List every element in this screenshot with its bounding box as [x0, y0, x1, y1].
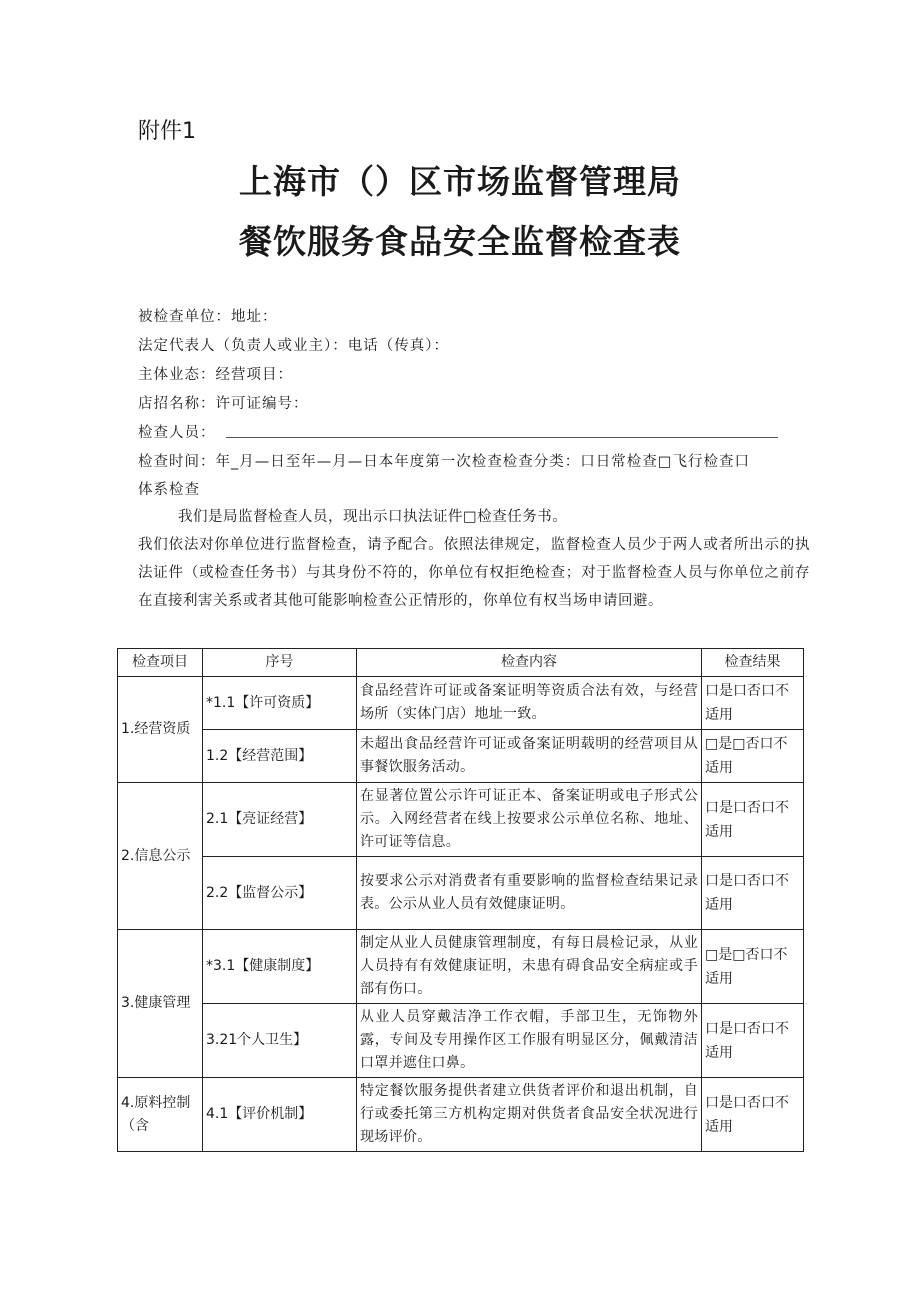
seq-cell: 2.2【监督公示】	[203, 857, 357, 930]
header-seq: 序号	[203, 649, 357, 677]
notice-paragraph-1: 我们是局监督检查人员，现出示口执法证件□检查任务书。	[178, 509, 568, 525]
header-result: 检查结果	[702, 649, 804, 677]
header-content: 检查内容	[357, 649, 702, 677]
inspection-time-field: 检查时间：年_月—日至年—月—日本年度第一次检查检查分类：口日常检查□飞行检查口	[138, 454, 750, 470]
content-cell: 食品经营许可证或备案证明等资质合法有效，与经营场所（实体门店）地址一致。	[357, 677, 702, 730]
inspected-unit-field: 被检查单位：地址：	[138, 309, 278, 325]
header-item: 检查项目	[118, 649, 203, 677]
legal-representative-field: 法定代表人（负责人或业主）：电话（传真）：	[138, 338, 449, 354]
seq-cell: 1.2【经营范围】	[203, 730, 357, 783]
table-row	[118, 857, 804, 930]
annex-label: 附件1	[138, 119, 196, 144]
seq-cell: *3.1【健康制度】	[203, 930, 357, 1004]
seq-cell: 3.21个人卫生】	[203, 1004, 357, 1078]
table-row	[118, 1004, 804, 1078]
table-row	[118, 1078, 804, 1152]
shop-name-field: 店招名称：许可证编号：	[138, 396, 309, 412]
item-cell: 1.经营资质	[118, 677, 203, 783]
item-cell: 2.信息公示	[118, 783, 203, 930]
table-row	[118, 783, 804, 857]
document-title-line2: 餐饮服务食品安全监督检查表	[239, 222, 681, 261]
table-row	[118, 730, 804, 783]
item-cell: 3.健康管理	[118, 930, 203, 1078]
result-cell: 口是口否口不适用	[702, 857, 804, 930]
item-cell: 4.原料控制（含	[118, 1078, 203, 1152]
content-cell: 按要求公示对消费者有重要影响的监督检查结果记录表。公示从业人员有效健康证明。	[357, 857, 702, 930]
result-cell: □是□否口不适用	[702, 930, 804, 1004]
table-header-row	[118, 649, 804, 677]
content-cell: 特定餐饮服务提供者建立供货者评价和退出机制，自行或委托第三方机构定期对供货者食品安全状况进行现场评价。	[357, 1078, 702, 1152]
notice-paragraph-2: 我们依法对你单位进行监督检查，请予配合。依照法律规定，监督检查人员少于两人或者所出示的执法证件（或检查任务书）与其身份不符的，你单位有权拒绝检查；对于监督检查人员与你单位之前存在直接利害关系或者其他可能影响检查公正情形的，你单位有权当场申请回避。	[138, 537, 810, 609]
result-cell: 口是口否口不适用	[702, 677, 804, 730]
content-cell: 未超出食品经营许可证或备案证明载明的经营项目从事餐饮服务活动。	[357, 730, 702, 783]
seq-cell: *1.1【许可资质】	[203, 677, 357, 730]
inspection-table	[117, 648, 804, 1152]
document-title-line1: 上海市（）区市场监督管理局	[239, 162, 681, 201]
result-cell: □是□否口不适用	[702, 730, 804, 783]
content-cell: 在显著位置公示许可证正本、备案证明或电子形式公示。入网经营者在线上按要求公示单位名称、地址、许可证等信息。	[357, 783, 702, 857]
seq-cell: 4.1【评价机制】	[203, 1078, 357, 1152]
result-cell: 口是口否口不适用	[702, 783, 804, 857]
content-cell: 制定从业人员健康管理制度，有每日晨检记录，从业人员持有有效健康证明，未患有碍食品安全病症或手部有伤口。	[357, 930, 702, 1004]
seq-cell: 2.1【亮证经营】	[203, 783, 357, 857]
result-cell: 口是口否口不适用	[702, 1078, 804, 1152]
inspectors-underline	[226, 437, 778, 438]
inspectors-field: 检查人员：	[138, 425, 216, 441]
business-type-field: 主体业态：经营项目：	[138, 367, 293, 383]
table-row	[118, 677, 804, 730]
content-cell: 从业人员穿戴洁净工作衣帽，手部卫生，无饰物外露，专间及专用操作区工作服有明显区分，佩戴清洁口罩并遮住口鼻。	[357, 1004, 702, 1078]
inspection-type-continued: 体系检查	[138, 482, 200, 498]
result-cell: 口是口否口不适用	[702, 1004, 804, 1078]
table-row	[118, 930, 804, 1004]
